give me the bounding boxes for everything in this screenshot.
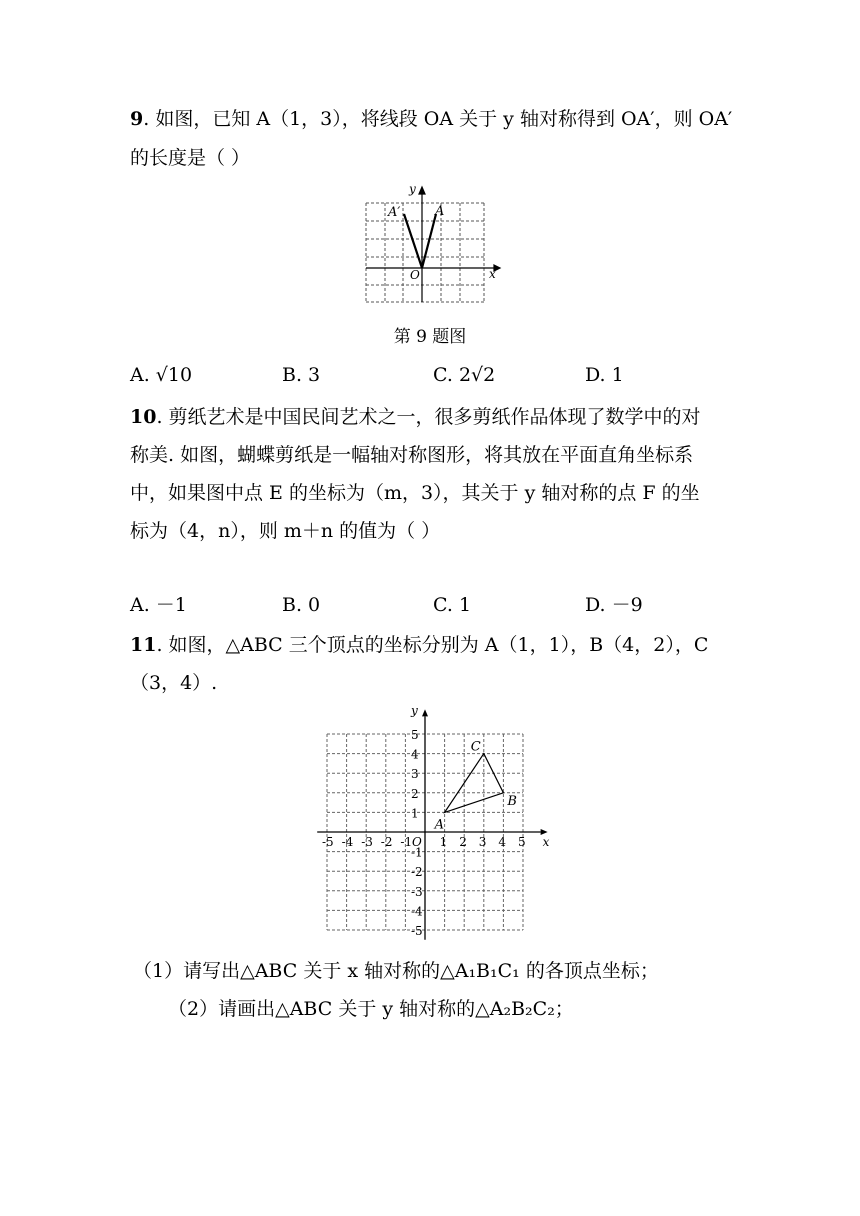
q11-stem-line1 [130,632,708,658]
q9-label-A-prime: A′ [388,205,401,220]
q9-label-y: y [409,182,416,196]
q11-figure [305,705,555,945]
q11-x-tick-label: -5 [322,835,334,849]
q11-x-tick-label: 4 [498,835,507,849]
q11-y-arrow [422,709,428,716]
q11-point-label-c: C [470,739,481,755]
q11-x-tick-label: -2 [380,835,393,849]
q11-sub2: （2）请画出△ABC 关于 y 轴对称的△A₂B₂C₂； [168,998,574,1020]
q11-x-tick-label: 3 [478,835,487,849]
q10-option-c[interactable]: C. 1 [433,594,472,616]
q9-option-c[interactable]: C. 2√2 [433,364,496,386]
q9-option-a[interactable]: A. √10 [130,364,193,386]
q9-label-x: x [489,267,496,281]
q11-y-tick-label: -2 [411,865,423,880]
q11-y-tick-label: 3 [411,767,419,782]
q9-option-b[interactable]: B. 3 [282,364,321,386]
q11-text-1: . 如图，△ABC 三个顶点的坐标分别为 A（1，1），B（4，2），C [156,634,709,656]
q11-x-tick-label: -1 [400,835,413,849]
q9-number: 9 [130,108,144,130]
q11-point-label-b: B [507,793,517,809]
q11-y-label: y [411,705,418,718]
q11-x-tick-label: -4 [341,835,354,849]
q11-point-label-a: A [434,817,444,833]
q9-stem-line1 [130,106,732,132]
q11-y-tick-label: 2 [411,786,419,801]
q11-y-tick-label: -3 [411,884,423,899]
q11-stem-line2: （3，4）. [130,672,218,694]
q11-y-tick-label: 5 [411,728,419,742]
q11-sub1: （1）请写出△ABC 关于 x 轴对称的△A₁B₁C₁ 的各顶点坐标； [133,960,659,982]
q11-x-tick-label: -3 [361,835,373,849]
q9-figure [355,182,505,307]
q10-text-1: . 剪纸艺术是中国民间艺术之一，很多剪纸作品体现了数学中的对 [156,406,701,428]
q11-x-tick-label: 1 [439,835,448,849]
q11-y-tick-label: -1 [411,845,423,860]
q9-stem-line2: 的长度是（ ） [130,147,251,169]
q11-x-tick-label: 2 [459,835,467,849]
q9-figure-caption: 第 9 题图 [393,327,467,347]
q9-label-A: A [435,204,445,219]
q10-stem-line2: 称美. 如图，蝴蝶剪纸是一幅轴对称图形，将其放在平面直角坐标系 [130,444,694,466]
q9-text-1: . 如图，已知 A（1，3），将线段 OA 关于 y 轴对称得到 OA′，则 OA′ [143,108,733,130]
q10-option-d[interactable]: D. －9 [585,594,643,616]
q11-origin-label: O [412,835,422,849]
q11-x-tick-label: 5 [518,835,526,849]
q11-x-label: x [542,835,550,849]
q11-y-tick-label: 1 [411,806,419,821]
q10-option-b[interactable]: B. 0 [282,594,321,616]
q11-y-tick-label: -4 [411,904,423,919]
q10-option-a[interactable]: A. －1 [130,594,187,616]
q11-y-tick-label: -5 [411,924,423,938]
q10-stem-line3: 中，如果图中点 E 的坐标为（m，3），其关于 y 轴对称的点 F 的坐 [130,482,700,504]
q10-number: 10 [130,406,157,428]
q10-stem-line4: 标为（4，n），则 m＋n 的值为（ ） [130,520,441,542]
q9-segments [404,214,436,268]
q11-number: 11 [130,634,157,656]
q10-stem-line1 [130,404,701,430]
q9-label-O: O [410,268,420,282]
q11-y-tick-label: 4 [411,747,419,762]
q11-triangle-abc [445,754,504,813]
q9-option-d[interactable]: D. 1 [585,364,624,386]
